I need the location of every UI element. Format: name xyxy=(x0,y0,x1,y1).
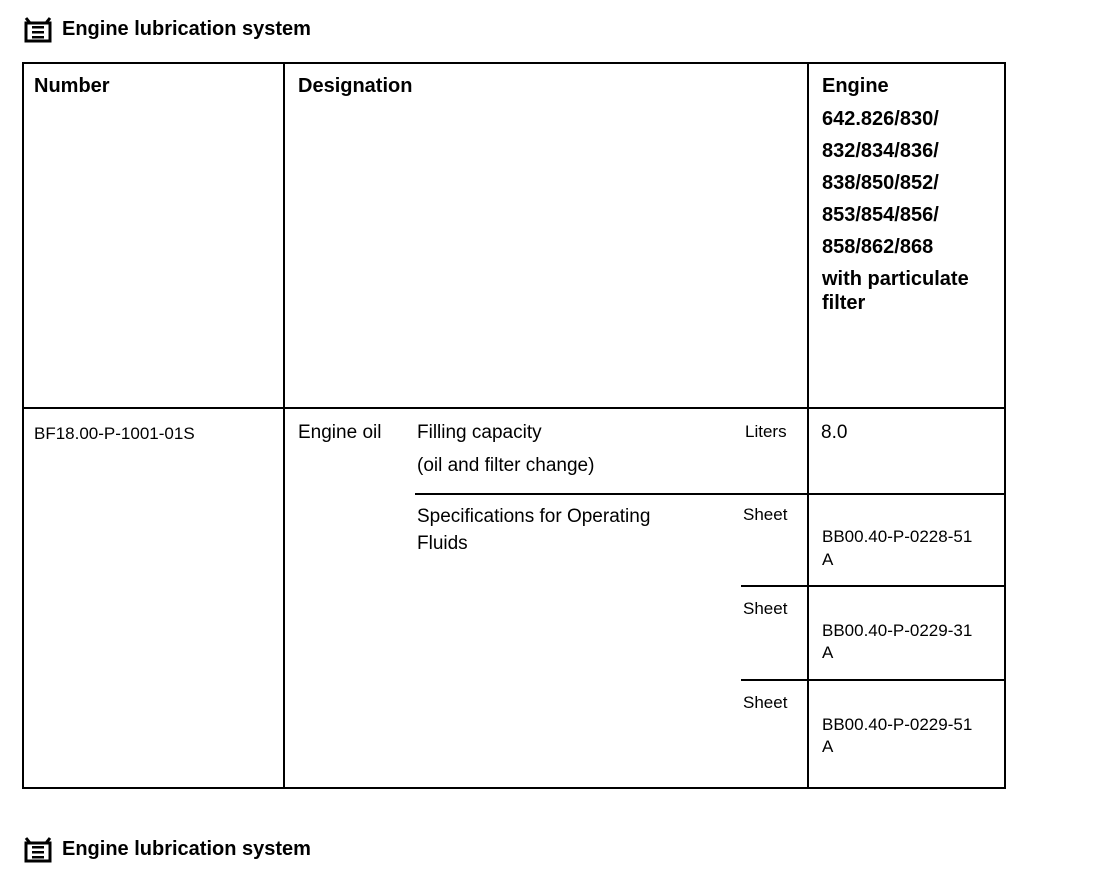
engine-model-line: 858/862/868 xyxy=(822,236,934,258)
sheet-ref-suffix: A xyxy=(822,550,834,569)
section-title-text: Engine lubrication system xyxy=(62,17,311,40)
header-engine: Engine xyxy=(822,75,889,97)
part-number: BF18.00-P-1001-01S xyxy=(34,424,195,443)
manual-book-icon xyxy=(24,15,54,43)
engine-note-line1: with particulate xyxy=(822,268,969,290)
sheet-ref: BB00.40-P-0228-51 xyxy=(822,527,973,546)
filling-capacity-sublabel: (oil and filter change) xyxy=(417,455,595,476)
sheet-ref-suffix: A xyxy=(822,737,834,756)
lubrication-table xyxy=(22,62,1006,789)
sheet-ref: BB00.40-P-0229-51 xyxy=(822,715,973,734)
sheet-ref: BB00.40-P-0229-31 xyxy=(822,621,973,640)
engine-model-line: 853/854/856/ xyxy=(822,204,939,226)
sheet-unit: Sheet xyxy=(743,693,788,712)
specs-label-line2: Fluids xyxy=(417,533,468,554)
sheet-unit: Sheet xyxy=(743,505,788,524)
engine-model-line: 832/834/836/ xyxy=(822,140,939,162)
footer-section-title xyxy=(24,835,311,863)
header-number: Number xyxy=(34,75,110,97)
manual-book-icon xyxy=(24,835,54,863)
filling-capacity-label: Filling capacity xyxy=(417,422,542,443)
section-title xyxy=(24,15,311,43)
sheet-ref-suffix: A xyxy=(822,643,834,662)
engine-model-line: 838/850/852/ xyxy=(822,172,939,194)
engine-model-line: 642.826/830/ xyxy=(822,108,939,130)
specs-label-line1: Specifications for Operating xyxy=(417,506,651,527)
designation: Engine oil xyxy=(298,422,382,443)
header-designation: Designation xyxy=(298,75,413,97)
engine-note-line2: filter xyxy=(822,292,866,314)
engine-models xyxy=(822,103,939,263)
filling-value: 8.0 xyxy=(821,422,848,443)
filling-unit: Liters xyxy=(745,422,787,441)
sheet-unit: Sheet xyxy=(743,599,788,618)
footer-title-text: Engine lubrication system xyxy=(62,837,311,860)
